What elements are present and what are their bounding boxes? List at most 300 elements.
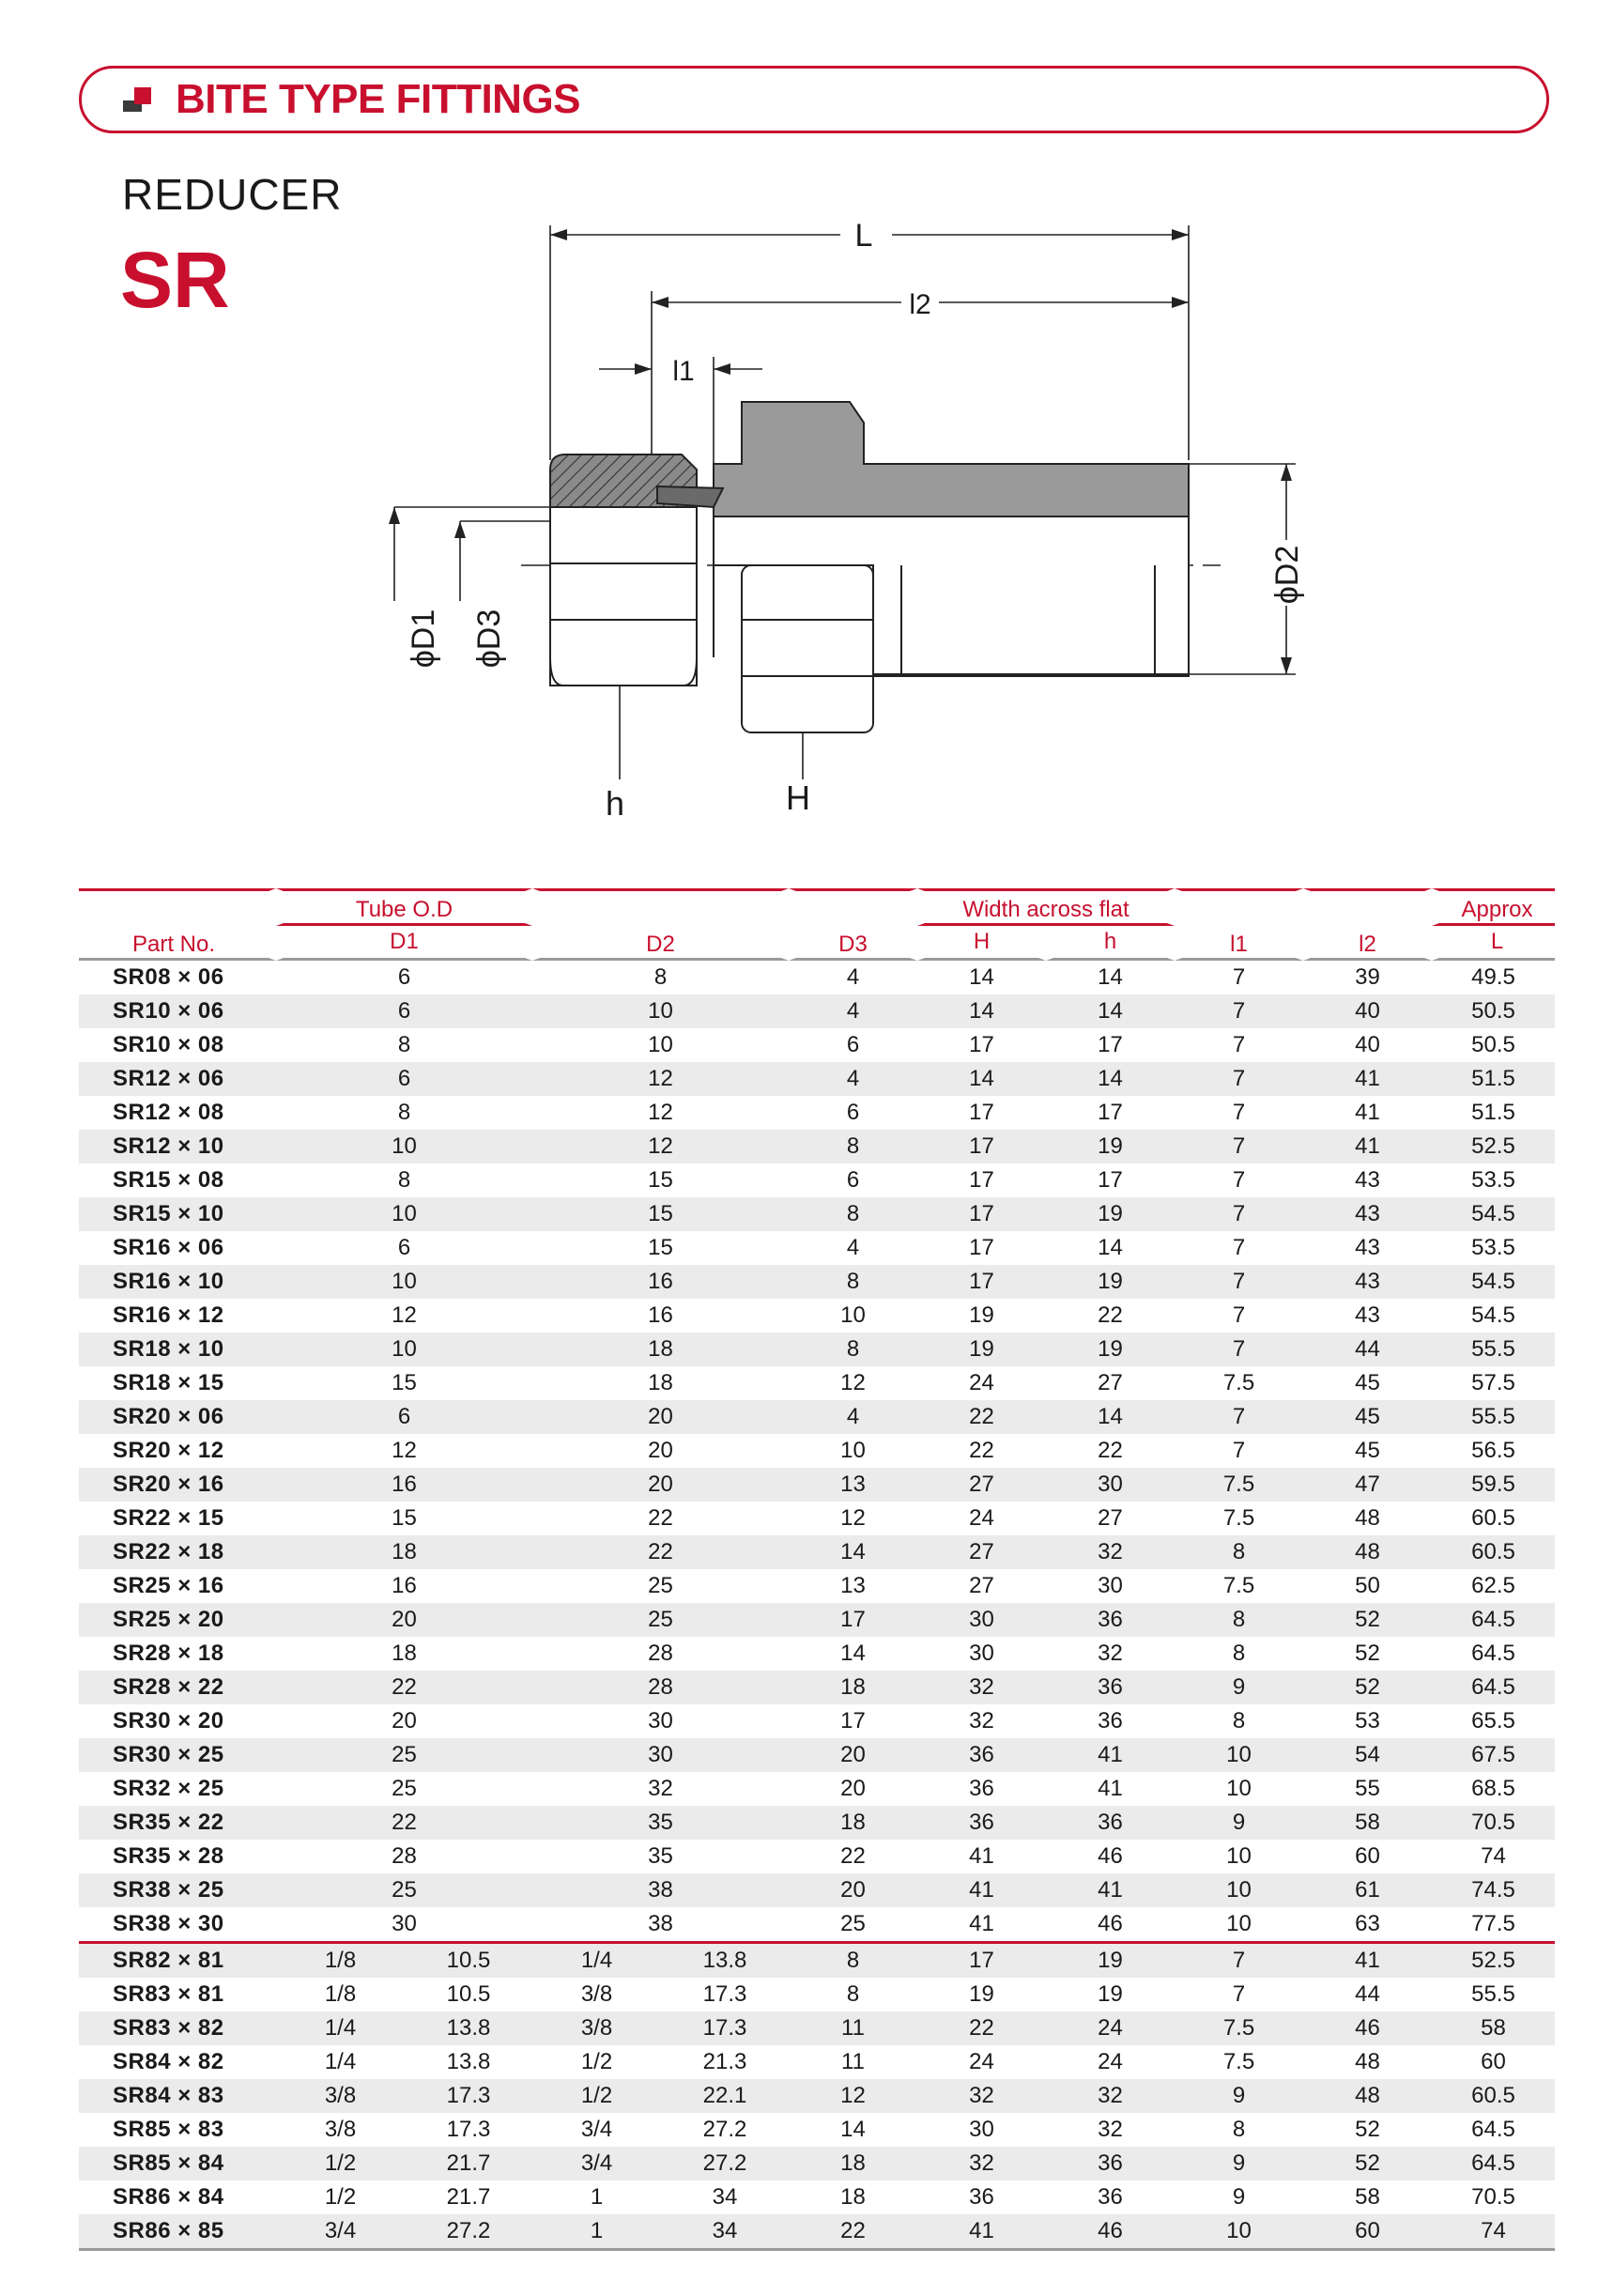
value-cell: 16: [276, 1468, 532, 1502]
table-row: [79, 2079, 1555, 2113]
table-row: [79, 1772, 1555, 1806]
value-cell: 32: [917, 2147, 1046, 2180]
value-cell: 19: [1046, 1978, 1175, 2011]
value-cell: 36: [917, 1806, 1046, 1840]
value-cell: 34: [661, 2180, 789, 2214]
value-cell: 9: [1175, 1806, 1303, 1840]
value-cell: 17: [917, 1130, 1046, 1163]
value-cell: 1: [532, 2180, 661, 2214]
value-cell: 64.5: [1432, 1671, 1555, 1704]
value-cell: 1/4: [276, 2045, 405, 2079]
value-cell: 27.2: [661, 2147, 789, 2180]
table-row: [79, 1366, 1555, 1400]
value-cell: 67.5: [1432, 1738, 1555, 1772]
value-cell: 20: [532, 1434, 789, 1468]
value-cell: 25: [276, 1738, 532, 1772]
value-cell: 74: [1432, 2214, 1555, 2251]
value-cell: 25: [532, 1603, 789, 1637]
value-cell: 6: [789, 1028, 917, 1062]
value-cell: 1: [532, 2214, 661, 2251]
value-cell: 30: [532, 1704, 789, 1738]
value-cell: 59.5: [1432, 1468, 1555, 1502]
value-cell: 30: [917, 1637, 1046, 1671]
value-cell: 51.5: [1432, 1096, 1555, 1130]
value-cell: 30: [1046, 1468, 1175, 1502]
value-cell: 19: [1046, 1197, 1175, 1231]
table-row: [79, 1231, 1555, 1265]
part-number-cell: SR35 × 22: [79, 1806, 276, 1840]
value-cell: 43: [1303, 1265, 1432, 1299]
value-cell: 24: [917, 2045, 1046, 2079]
value-cell: 12: [276, 1299, 532, 1333]
value-cell: 41: [1046, 1873, 1175, 1907]
value-cell: 17: [917, 1096, 1046, 1130]
value-cell: 60: [1432, 2045, 1555, 2079]
value-cell: 54.5: [1432, 1265, 1555, 1299]
table-row: [79, 1265, 1555, 1299]
value-cell: 8: [789, 1130, 917, 1163]
value-cell: 70.5: [1432, 1806, 1555, 1840]
value-cell: 17: [789, 1603, 917, 1637]
table-row: [79, 2147, 1555, 2180]
value-cell: 6: [789, 1163, 917, 1197]
part-number-cell: SR28 × 22: [79, 1671, 276, 1704]
part-number-cell: SR84 × 83: [79, 2079, 276, 2113]
value-cell: 14: [789, 1637, 917, 1671]
value-cell: 8: [789, 1941, 917, 1978]
part-number-cell: SR35 × 28: [79, 1840, 276, 1873]
value-cell: 30: [1046, 1569, 1175, 1603]
part-number-cell: SR22 × 15: [79, 1502, 276, 1535]
value-cell: 17.3: [405, 2113, 532, 2147]
value-cell: 48: [1303, 2045, 1432, 2079]
value-cell: 55.5: [1432, 1400, 1555, 1434]
value-cell: 17.3: [661, 2011, 789, 2045]
value-cell: 24: [917, 1366, 1046, 1400]
value-cell: 36: [1046, 1603, 1175, 1637]
value-cell: 53: [1303, 1704, 1432, 1738]
value-cell: 9: [1175, 2079, 1303, 2113]
value-cell: 16: [532, 1265, 789, 1299]
value-cell: 20: [532, 1400, 789, 1434]
part-number-cell: SR16 × 06: [79, 1231, 276, 1265]
value-cell: 14: [1046, 1062, 1175, 1096]
value-cell: 55: [1303, 1772, 1432, 1806]
value-cell: 19: [917, 1978, 1046, 2011]
value-cell: 52: [1303, 2147, 1432, 2180]
value-cell: 22: [1046, 1434, 1175, 1468]
header-d2: D2: [532, 888, 789, 961]
value-cell: 9: [1175, 1671, 1303, 1704]
value-cell: 3/8: [532, 2011, 661, 2045]
value-cell: 10: [1175, 1840, 1303, 1873]
table-row: [79, 1978, 1555, 2011]
value-cell: 3/4: [532, 2113, 661, 2147]
value-cell: 6: [789, 1096, 917, 1130]
value-cell: 27.2: [405, 2214, 532, 2251]
value-cell: 25: [276, 1873, 532, 1907]
value-cell: 18: [789, 2180, 917, 2214]
header-h: h: [1046, 926, 1175, 961]
value-cell: 14: [1046, 1231, 1175, 1265]
value-cell: 10: [789, 1299, 917, 1333]
value-cell: 8: [276, 1028, 532, 1062]
value-cell: 27: [917, 1468, 1046, 1502]
value-cell: 1/2: [532, 2045, 661, 2079]
value-cell: 10: [1175, 1873, 1303, 1907]
value-cell: 15: [276, 1502, 532, 1535]
value-cell: 7: [1175, 1978, 1303, 2011]
table-row: [79, 1738, 1555, 1772]
value-cell: 36: [1046, 1704, 1175, 1738]
value-cell: 15: [276, 1366, 532, 1400]
value-cell: 8: [789, 1265, 917, 1299]
banner-title: BITE TYPE FITTINGS: [176, 76, 581, 122]
value-cell: 46: [1046, 1907, 1175, 1941]
value-cell: 8: [1175, 1637, 1303, 1671]
part-number-cell: SR16 × 10: [79, 1265, 276, 1299]
value-cell: 32: [532, 1772, 789, 1806]
value-cell: 41: [917, 1873, 1046, 1907]
value-cell: 17: [1046, 1096, 1175, 1130]
table-row: [79, 1062, 1555, 1096]
part-number-cell: SR10 × 06: [79, 994, 276, 1028]
value-cell: 22: [789, 1840, 917, 1873]
part-number-cell: SR20 × 12: [79, 1434, 276, 1468]
value-cell: 55.5: [1432, 1978, 1555, 2011]
value-cell: 32: [1046, 2079, 1175, 2113]
value-cell: 15: [532, 1163, 789, 1197]
table-row: [79, 1434, 1555, 1468]
value-cell: 8: [1175, 1603, 1303, 1637]
value-cell: 48: [1303, 2079, 1432, 2113]
table-row: [79, 1806, 1555, 1840]
value-cell: 19: [917, 1299, 1046, 1333]
value-cell: 64.5: [1432, 1603, 1555, 1637]
value-cell: 28: [532, 1671, 789, 1704]
value-cell: 41: [917, 2214, 1046, 2251]
value-cell: 36: [917, 1772, 1046, 1806]
table-row: [79, 1028, 1555, 1062]
part-number-cell: SR20 × 16: [79, 1468, 276, 1502]
value-cell: 10: [276, 1333, 532, 1366]
value-cell: 21.7: [405, 2147, 532, 2180]
value-cell: 17: [1046, 1163, 1175, 1197]
part-number-cell: SR25 × 20: [79, 1603, 276, 1637]
value-cell: 77.5: [1432, 1907, 1555, 1941]
value-cell: 41: [1303, 1130, 1432, 1163]
value-cell: 60: [1303, 2214, 1432, 2251]
value-cell: 19: [1046, 1130, 1175, 1163]
dim-H: H: [786, 778, 810, 817]
header-part-no: Part No.: [79, 888, 276, 961]
value-cell: 12: [789, 1366, 917, 1400]
value-cell: 18: [532, 1366, 789, 1400]
part-number-cell: SR83 × 81: [79, 1978, 276, 2011]
value-cell: 45: [1303, 1434, 1432, 1468]
value-cell: 32: [917, 1704, 1046, 1738]
table-row: [79, 1840, 1555, 1873]
value-cell: 8: [532, 961, 789, 994]
value-cell: 22: [532, 1535, 789, 1569]
value-cell: 7.5: [1175, 1569, 1303, 1603]
value-cell: 11: [789, 2011, 917, 2045]
value-cell: 13: [789, 1468, 917, 1502]
value-cell: 70.5: [1432, 2180, 1555, 2214]
value-cell: 22: [276, 1806, 532, 1840]
value-cell: 10: [276, 1197, 532, 1231]
value-cell: 51.5: [1432, 1062, 1555, 1096]
value-cell: 14: [789, 1535, 917, 1569]
value-cell: 22.1: [661, 2079, 789, 2113]
value-cell: 10: [532, 994, 789, 1028]
value-cell: 53.5: [1432, 1163, 1555, 1197]
table-row: [79, 1671, 1555, 1704]
value-cell: 25: [532, 1569, 789, 1603]
table-row: [79, 1535, 1555, 1569]
value-cell: 24: [1046, 2011, 1175, 2045]
value-cell: 41: [1303, 1062, 1432, 1096]
table-row: [79, 1569, 1555, 1603]
header-d1: D1: [276, 926, 532, 961]
value-cell: 7: [1175, 1333, 1303, 1366]
value-cell: 7.5: [1175, 2011, 1303, 2045]
dim-l2: l2: [909, 289, 931, 320]
part-number-cell: SR18 × 15: [79, 1366, 276, 1400]
value-cell: 1/4: [276, 2011, 405, 2045]
value-cell: 10: [1175, 2214, 1303, 2251]
value-cell: 17: [917, 1265, 1046, 1299]
part-number-cell: SR86 × 85: [79, 2214, 276, 2251]
value-cell: 55.5: [1432, 1333, 1555, 1366]
value-cell: 52.5: [1432, 1130, 1555, 1163]
table-row: [79, 1873, 1555, 1907]
value-cell: 14: [917, 961, 1046, 994]
value-cell: 30: [917, 2113, 1046, 2147]
value-cell: 54.5: [1432, 1299, 1555, 1333]
value-cell: 27.2: [661, 2113, 789, 2147]
value-cell: 7: [1175, 1434, 1303, 1468]
value-cell: 13.8: [661, 1941, 789, 1978]
value-cell: 32: [1046, 1535, 1175, 1569]
value-cell: 17: [917, 1197, 1046, 1231]
value-cell: 12: [276, 1434, 532, 1468]
value-cell: 6: [276, 1400, 532, 1434]
value-cell: 16: [532, 1299, 789, 1333]
value-cell: 25: [789, 1907, 917, 1941]
table-row: [79, 2045, 1555, 2079]
value-cell: 60.5: [1432, 1535, 1555, 1569]
value-cell: 22: [276, 1671, 532, 1704]
value-cell: 14: [1046, 1400, 1175, 1434]
value-cell: 14: [917, 994, 1046, 1028]
header-approx: Approx: [1432, 888, 1555, 926]
part-number-cell: SR38 × 25: [79, 1873, 276, 1907]
value-cell: 8: [276, 1096, 532, 1130]
value-cell: 36: [917, 1738, 1046, 1772]
value-cell: 18: [789, 1806, 917, 1840]
value-cell: 3/8: [532, 1978, 661, 2011]
value-cell: 60.5: [1432, 2079, 1555, 2113]
part-number-cell: SR85 × 84: [79, 2147, 276, 2180]
part-number-cell: SR15 × 08: [79, 1163, 276, 1197]
dim-D2: ϕD2: [1269, 545, 1305, 605]
table-row: [79, 1400, 1555, 1434]
value-cell: 20: [789, 1873, 917, 1907]
header-width-across-flat: Width across flat: [917, 888, 1175, 926]
part-number-cell: SR10 × 08: [79, 1028, 276, 1062]
value-cell: 4: [789, 1231, 917, 1265]
part-number-cell: SR25 × 16: [79, 1569, 276, 1603]
table-row: [79, 2180, 1555, 2214]
table-row: [79, 1941, 1555, 1978]
value-cell: 17: [917, 1163, 1046, 1197]
spec-table: [79, 888, 1555, 2251]
value-cell: 62.5: [1432, 1569, 1555, 1603]
value-cell: 6: [276, 961, 532, 994]
value-cell: 10: [276, 1265, 532, 1299]
value-cell: 10: [789, 1434, 917, 1468]
part-number-cell: SR83 × 82: [79, 2011, 276, 2045]
value-cell: 3/8: [276, 2079, 405, 2113]
value-cell: 74.5: [1432, 1873, 1555, 1907]
value-cell: 22: [917, 1434, 1046, 1468]
value-cell: 22: [789, 2214, 917, 2251]
value-cell: 35: [532, 1806, 789, 1840]
value-cell: 6: [276, 1062, 532, 1096]
value-cell: 6: [276, 994, 532, 1028]
value-cell: 28: [276, 1840, 532, 1873]
value-cell: 8: [789, 1333, 917, 1366]
value-cell: 58: [1432, 2011, 1555, 2045]
value-cell: 54.5: [1432, 1197, 1555, 1231]
value-cell: 47: [1303, 1468, 1432, 1502]
value-cell: 58: [1303, 2180, 1432, 2214]
value-cell: 7: [1175, 1028, 1303, 1062]
header-H: H: [917, 926, 1046, 961]
value-cell: 43: [1303, 1299, 1432, 1333]
value-cell: 1/4: [532, 1941, 661, 1978]
value-cell: 13: [789, 1569, 917, 1603]
value-cell: 27: [1046, 1502, 1175, 1535]
value-cell: 46: [1046, 1840, 1175, 1873]
value-cell: 57.5: [1432, 1366, 1555, 1400]
part-number-cell: SR12 × 08: [79, 1096, 276, 1130]
part-number-cell: SR08 × 06: [79, 961, 276, 994]
value-cell: 40: [1303, 1028, 1432, 1062]
value-cell: 68.5: [1432, 1772, 1555, 1806]
header-tube-od: Tube O.D: [276, 888, 532, 926]
value-cell: 7.5: [1175, 1468, 1303, 1502]
value-cell: 4: [789, 994, 917, 1028]
part-number-cell: SR22 × 18: [79, 1535, 276, 1569]
value-cell: 36: [1046, 2147, 1175, 2180]
value-cell: 7: [1175, 994, 1303, 1028]
value-cell: 34: [661, 2214, 789, 2251]
part-number-cell: SR85 × 83: [79, 2113, 276, 2147]
value-cell: 15: [532, 1197, 789, 1231]
value-cell: 40: [1303, 994, 1432, 1028]
value-cell: 25: [276, 1772, 532, 1806]
value-cell: 1/2: [276, 2147, 405, 2180]
header-d3: D3: [789, 888, 917, 961]
dim-D1: ϕD1: [406, 609, 441, 669]
value-cell: 41: [917, 1907, 1046, 1941]
value-cell: 12: [789, 2079, 917, 2113]
table-row: [79, 1907, 1555, 1941]
value-cell: 6: [276, 1231, 532, 1265]
value-cell: 52.5: [1432, 1941, 1555, 1978]
value-cell: 19: [1046, 1265, 1175, 1299]
value-cell: 46: [1046, 2214, 1175, 2251]
table-row: [79, 1502, 1555, 1535]
table-row: [79, 1299, 1555, 1333]
value-cell: 45: [1303, 1400, 1432, 1434]
value-cell: 8: [1175, 1704, 1303, 1738]
value-cell: 49.5: [1432, 961, 1555, 994]
value-cell: 12: [789, 1502, 917, 1535]
table-row: [79, 1637, 1555, 1671]
value-cell: 43: [1303, 1197, 1432, 1231]
value-cell: 27: [917, 1569, 1046, 1603]
value-cell: 7: [1175, 1096, 1303, 1130]
value-cell: 38: [532, 1873, 789, 1907]
value-cell: 10.5: [405, 1978, 532, 2011]
value-cell: 65.5: [1432, 1704, 1555, 1738]
value-cell: 63: [1303, 1907, 1432, 1941]
value-cell: 7: [1175, 1062, 1303, 1096]
section-banner: [79, 66, 1549, 133]
value-cell: 7.5: [1175, 2045, 1303, 2079]
value-cell: 36: [1046, 1671, 1175, 1704]
value-cell: 22: [917, 2011, 1046, 2045]
value-cell: 10: [276, 1130, 532, 1163]
table-row: [79, 1197, 1555, 1231]
value-cell: 30: [917, 1603, 1046, 1637]
part-number-cell: SR20 × 06: [79, 1400, 276, 1434]
value-cell: 41: [917, 1840, 1046, 1873]
value-cell: 7: [1175, 1163, 1303, 1197]
value-cell: 60.5: [1432, 1502, 1555, 1535]
value-cell: 24: [1046, 2045, 1175, 2079]
value-cell: 7: [1175, 1197, 1303, 1231]
value-cell: 58: [1303, 1806, 1432, 1840]
part-number-cell: SR82 × 81: [79, 1941, 276, 1978]
value-cell: 48: [1303, 1502, 1432, 1535]
value-cell: 13.8: [405, 2011, 532, 2045]
value-cell: 14: [789, 2113, 917, 2147]
value-cell: 27: [1046, 1366, 1175, 1400]
value-cell: 44: [1303, 1333, 1432, 1366]
table-row: [79, 1163, 1555, 1197]
value-cell: 46: [1303, 2011, 1432, 2045]
part-number-cell: SR18 × 10: [79, 1333, 276, 1366]
value-cell: 64.5: [1432, 2113, 1555, 2147]
value-cell: 10: [1175, 1738, 1303, 1772]
value-cell: 36: [917, 2180, 1046, 2214]
table-row: [79, 1333, 1555, 1366]
value-cell: 22: [1046, 1299, 1175, 1333]
value-cell: 32: [917, 2079, 1046, 2113]
value-cell: 8: [276, 1163, 532, 1197]
header-l1: l1: [1175, 888, 1303, 961]
table-row: [79, 2113, 1555, 2147]
value-cell: 45: [1303, 1366, 1432, 1400]
value-cell: 18: [789, 1671, 917, 1704]
value-cell: 50.5: [1432, 1028, 1555, 1062]
value-cell: 17: [917, 1231, 1046, 1265]
table-row: [79, 2011, 1555, 2045]
